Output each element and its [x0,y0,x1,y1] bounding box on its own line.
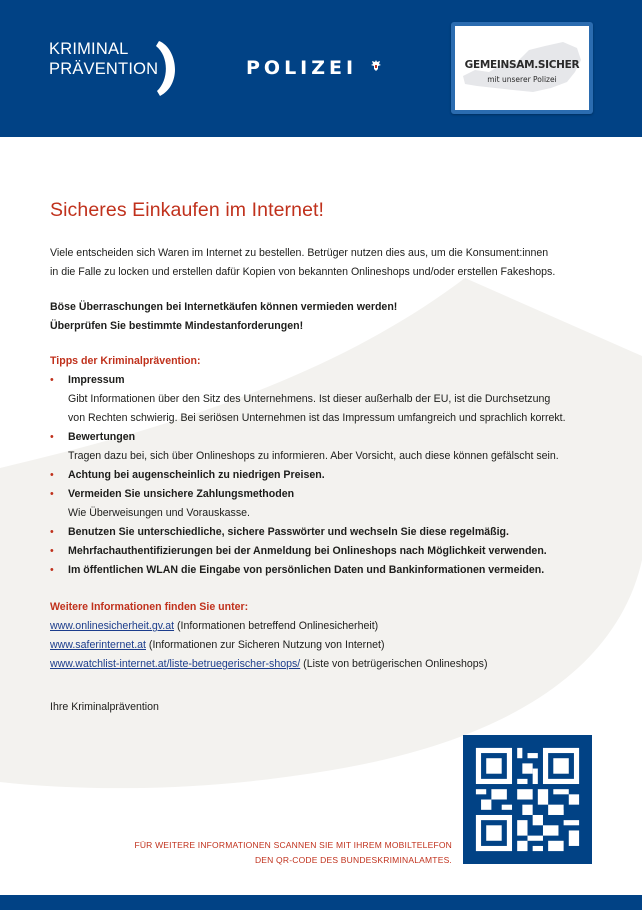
warning-line-1: Böse Überraschungen bei Internetkäufen können vermieden werden! [50,301,398,313]
polizei-logo[interactable]: POLIZEI [246,57,358,79]
tip-detail: von Rechten schwierig. Bei seriösen Unternehmen ist das Impressum umfangreich und sprachlich korrekt. [68,412,566,424]
tip-detail: Wie Überweisungen und Vorauskasse. [68,507,250,519]
qr-caption [134,838,452,868]
bullet-icon: • [50,374,54,386]
austrian-eagle-icon [370,59,382,72]
tip-title: Benutzen Sie unterschiedliche, sichere Passwörter und wechseln Sie diese regelmäßig. [68,526,509,538]
header-banner [0,0,642,137]
bullet-icon: • [50,526,54,538]
badge-subtitle: mit unserer Polizei [487,75,557,84]
logo-line-2: PRÄVENTION [49,60,159,78]
warning-line-2: Überprüfen Sie bestimmte Mindestanforderungen! [50,320,304,332]
page-title: Sicheres Einkaufen im Internet! [50,199,325,221]
logo-line-1: KRIMINAL [49,40,129,58]
intro-line-1: Viele entscheiden sich Waren im Internet zu bestellen. Betrüger nutzen dies aus, um die Konsument:innen [50,247,549,259]
tip-detail: Tragen dazu bei, sich über Onlineshops zu informieren. Aber Vorsicht, auch diese können gefälscht sein. [68,450,559,462]
qr-code-icon [463,735,592,864]
gemeinsam-sicher-badge[interactable] [451,22,593,114]
link-description: (Informationen zur Sicheren Nutzung von Internet) [145,639,385,651]
link-description: (Liste von betrügerischen Onlineshops) [300,658,488,670]
bullet-icon: • [50,564,54,576]
more-info-heading: Weitere Informationen finden Sie unter: [50,601,249,613]
link-saferinternet[interactable]: www.saferinternet.at [50,639,146,651]
qr-code[interactable] [463,735,592,864]
bullet-icon: • [50,488,54,500]
tip-title: Achtung bei augenscheinlich zu niedrigen Preisen. [68,469,325,481]
tip-title: Vermeiden Sie unsichere Zahlungsmethoden [68,488,295,500]
intro-line-2: in die Falle zu locken und erstellen dafür Kopien von bekannten Onlineshops und/oder erstellen Fakeshops. [50,266,556,278]
tip-detail: Gibt Informationen über den Sitz des Unternehmens. Ist dieser außerhalb der EU, ist die Durchsetzung [68,393,551,405]
bullet-icon: • [50,545,54,557]
info-link-row [50,617,378,636]
qr-caption-line-1: FÜR WEITERE INFORMATIONEN SCANNEN SIE MIT IHREM MOBILTELEFON [134,840,452,850]
tip-title: Im öffentlichen WLAN die Eingabe von persönlichen Daten und Bankinformationen vermeiden. [68,564,545,576]
bullet-icon: • [50,431,54,443]
kriminalpraevention-logo[interactable] [49,39,158,79]
link-description: (Informationen betreffend Onlinesicherheit) [174,620,379,632]
footer-bar [0,895,642,910]
bullet-icon: • [50,469,54,481]
tip-title: Mehrfachauthentifizierungen bei der Anmeldung bei Onlineshops nach Möglichkeit verwenden. [68,545,547,557]
signature: Ihre Kriminalprävention [50,701,159,713]
qr-caption-line-2: DEN QR-CODE DES BUNDESKRIMINALAMTES. [254,855,452,865]
link-watchlist-internet[interactable]: www.watchlist-internet.at/liste-betruegerischer-shops/ [50,658,301,670]
tip-title: Impressum [68,374,125,386]
info-link-row [50,636,384,655]
link-onlinesicherheit[interactable]: www.onlinesicherheit.gv.at [50,620,175,632]
tip-title: Bewertungen [68,431,136,443]
badge-title: GEMEINSAM.SICHER [464,59,580,71]
tips-heading: Tipps der Kriminalprävention: [50,355,201,367]
kriminalpraevention-arc-icon [155,40,181,97]
info-link-row [50,655,488,674]
